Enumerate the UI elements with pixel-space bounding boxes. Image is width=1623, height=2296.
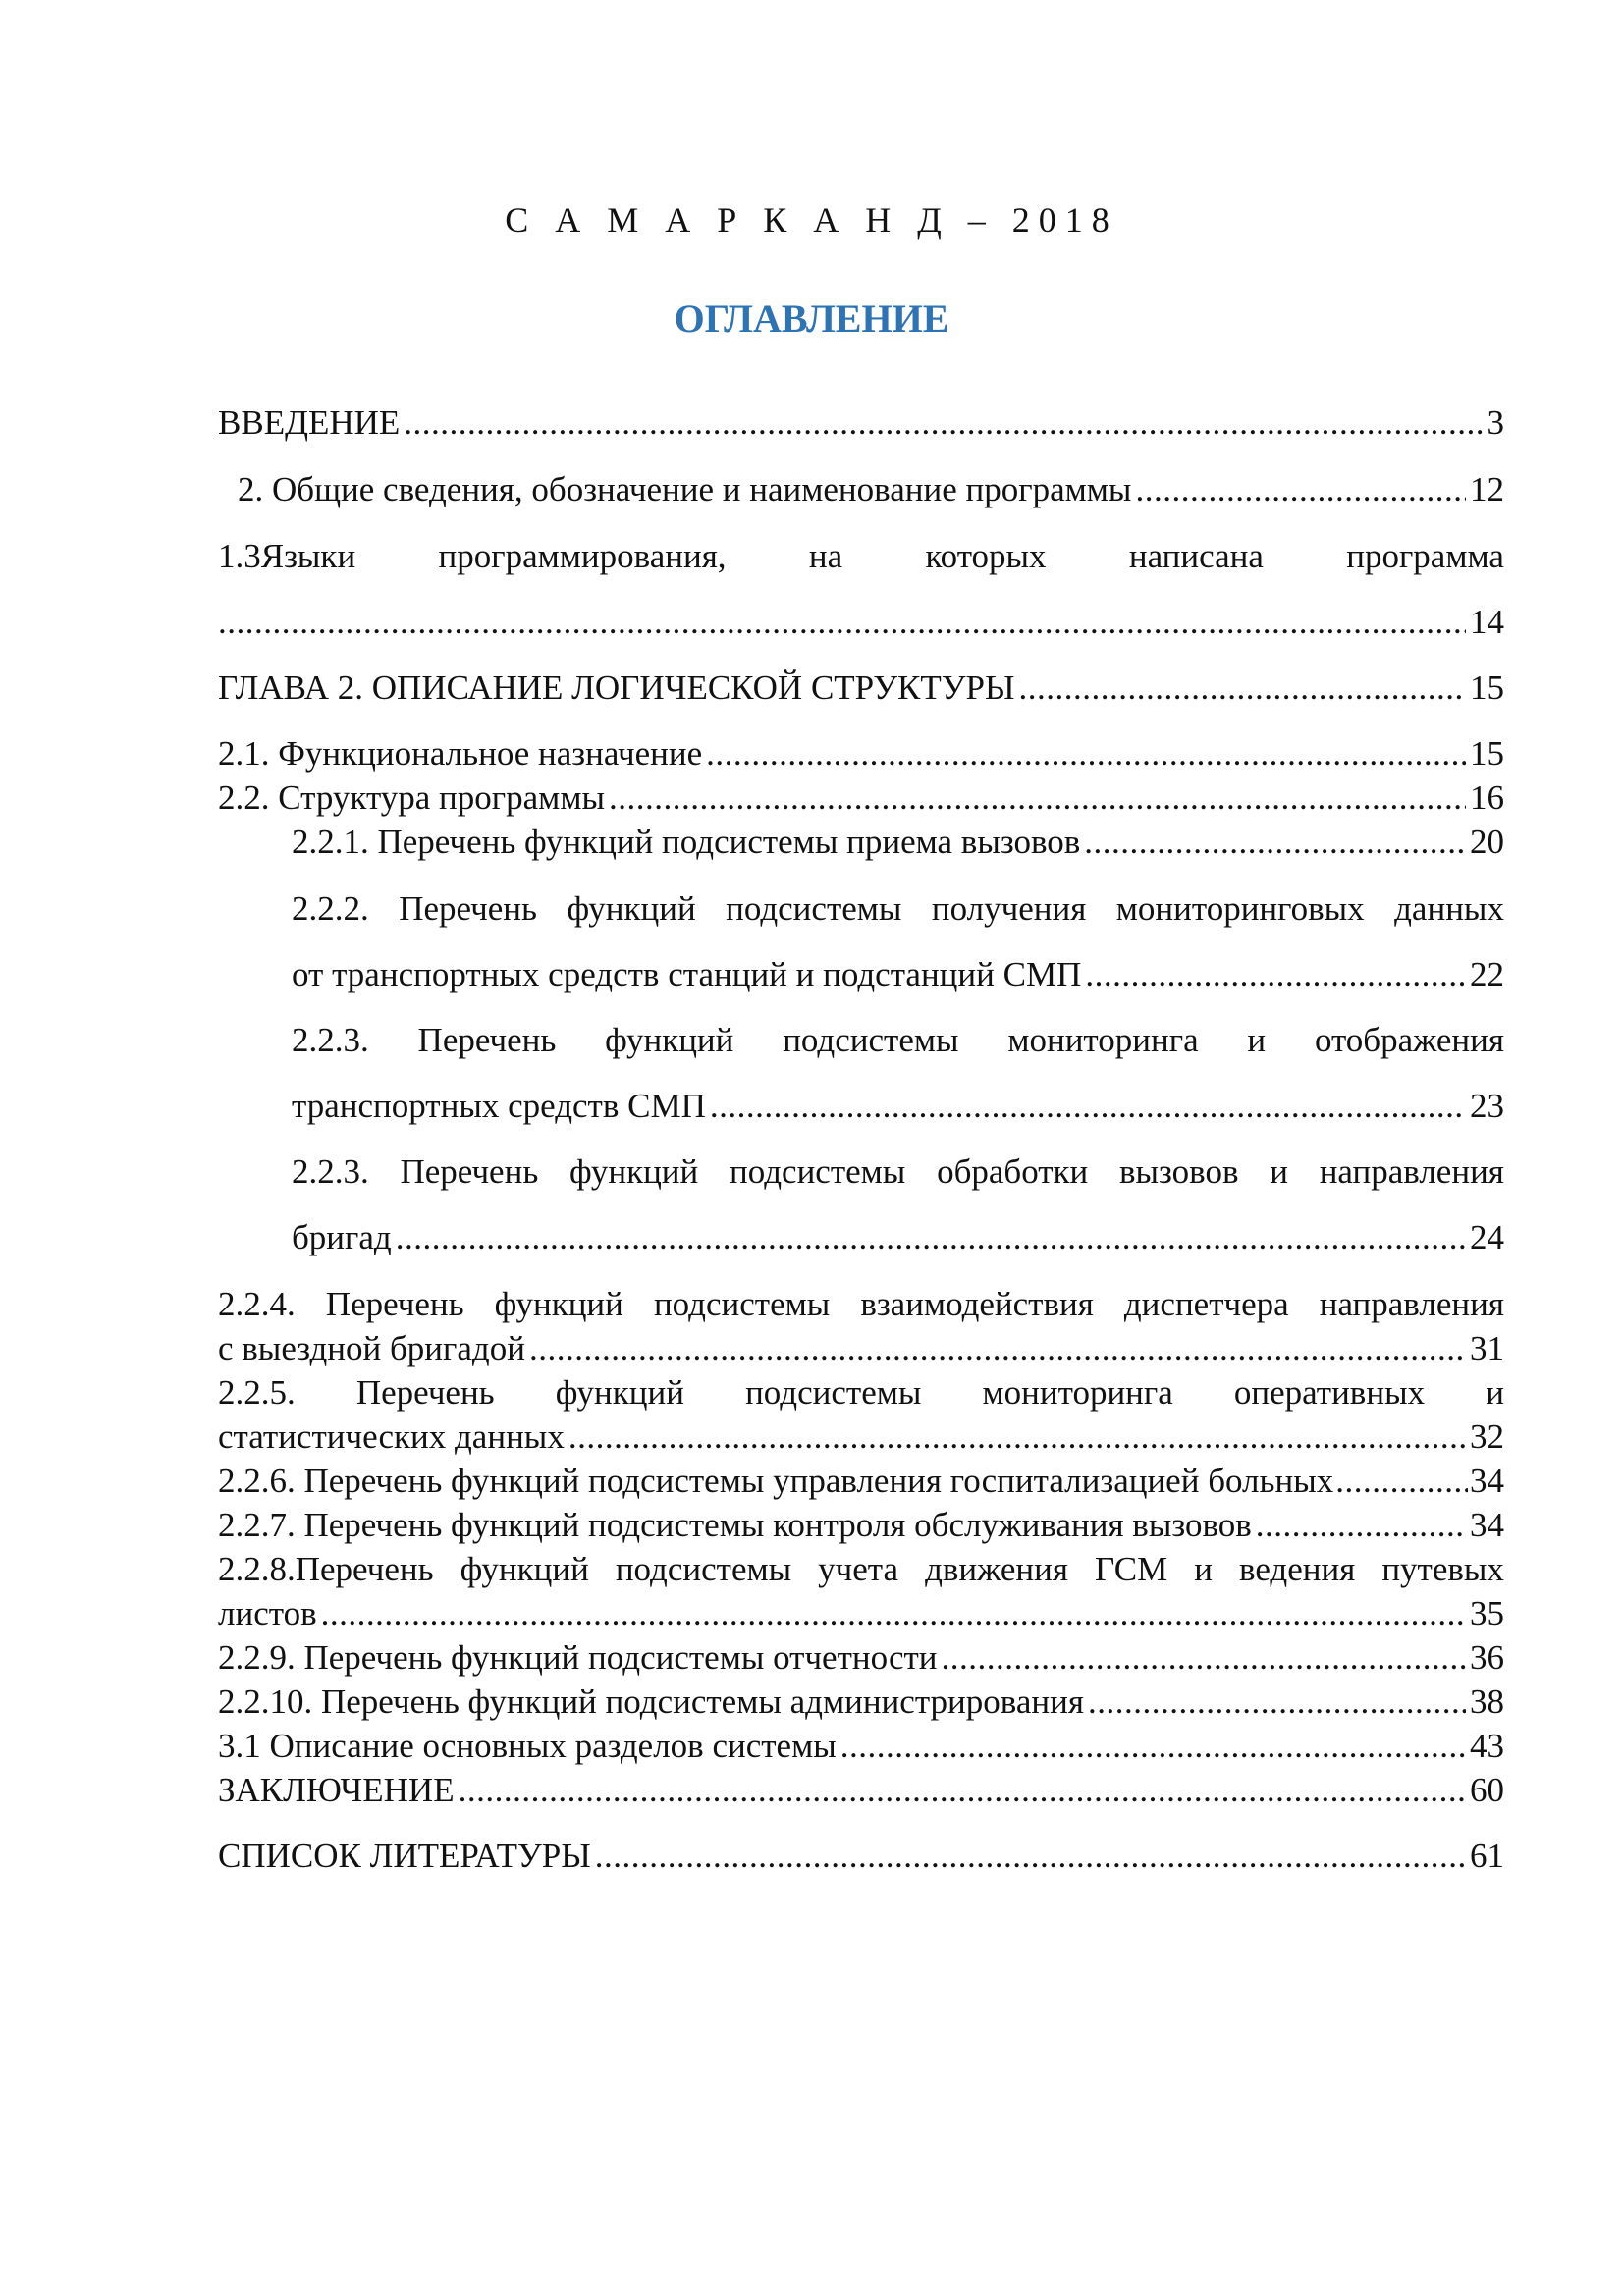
toc-entry-page: 15 [1470,734,1504,773]
toc-word: и [1270,1152,1288,1191]
toc-entry-continuation[interactable] [218,1326,1504,1371]
toc-entry-title: бригад [292,1218,392,1256]
toc-entry-title: листов [218,1594,317,1632]
toc-word: подсистемы [726,889,902,928]
toc-leader [1088,1680,1466,1725]
toc-word: подсистемы [653,1285,831,1323]
toc-entry[interactable] [218,1834,1504,1879]
toc-leader [459,1768,1466,1813]
toc-entry-page: 20 [1470,823,1504,861]
toc-entry[interactable] [218,1459,1504,1504]
toc-entry-title: ЗАКЛЮЧЕНИЕ [218,1771,455,1809]
toc-word: подсистемы [730,1152,906,1191]
toc-entry[interactable] [218,666,1504,711]
toc-leader [1019,666,1466,711]
toc-entry[interactable] [292,820,1504,865]
toc-entry-title: 2.2.7. Перечень функций подсистемы контроля обслуживания вызовов [218,1506,1252,1544]
toc-entry-title: 2. Общие сведения, обозначение и наименование программы [238,470,1132,508]
toc-entry-continuation[interactable] [218,1415,1504,1460]
toc-title: ОГЛАВЛЕНИЕ [674,296,949,341]
toc-word: движения [925,1550,1068,1588]
toc-leader [1084,820,1466,865]
toc-leader [840,1724,1466,1769]
toc-entry-justified[interactable] [218,534,1504,579]
toc-entry-page: 12 [1470,470,1504,508]
toc-leader [1256,1503,1466,1548]
table-of-contents [218,0,1504,2296]
toc-entry-justified[interactable] [218,1282,1504,1327]
toc-entry-title: 2.2.6. Перечень функций подсистемы управления госпитализацией больных [218,1462,1334,1500]
toc-leader [321,1591,1466,1636]
toc-entry-page: 32 [1470,1417,1504,1456]
toc-entry-justified[interactable] [292,1149,1504,1195]
toc-entry-justified[interactable] [218,1547,1504,1592]
toc-word: направления [1319,1285,1504,1323]
toc-leader [706,731,1466,776]
toc-entry-page: 61 [1470,1837,1504,1875]
toc-leader [396,1215,1466,1260]
toc-leader [609,775,1466,821]
toc-word: вызовов [1119,1152,1239,1191]
toc-entry-title: 2.2.9. Перечень функций подсистемы отчетности [218,1638,938,1677]
toc-word: 2.2.3. [292,1021,369,1059]
toc-entry-page: 16 [1470,778,1504,817]
toc-word: подсистемы [783,1021,959,1059]
toc-entry-continuation[interactable] [292,1215,1504,1260]
toc-entry-continuation[interactable] [292,1084,1504,1129]
toc-word: 1.3Языки [218,537,356,575]
toc-entry-title: транспортных средств СМП [292,1087,706,1125]
toc-entry-title: 2.2. Структура программы [218,778,605,817]
toc-entry-continuation[interactable] [292,952,1504,997]
toc-entry-continuation[interactable] [218,600,1504,645]
toc-word: и [1486,1373,1504,1412]
toc-word: направления [1319,1152,1504,1191]
toc-entry-title: 3.1 Описание основных разделов системы [218,1727,837,1765]
toc-word: 2.2.3. [292,1152,369,1191]
toc-word: 2.2.8.Перечень [218,1550,434,1588]
toc-word: подсистемы [745,1373,922,1412]
toc-word: которых [925,537,1047,575]
toc-word: функций [567,889,696,928]
toc-word: функций [569,1152,699,1191]
toc-leader [1335,1459,1468,1504]
toc-entry-page: 22 [1470,955,1504,993]
toc-word: ведения [1239,1550,1356,1588]
toc-entry-page: 31 [1470,1329,1504,1367]
toc-word: функций [605,1021,734,1059]
toc-entry-title: от транспортных средств станций и подстанций СМП [292,955,1082,993]
toc-entry-justified[interactable] [292,886,1504,932]
city-year: С А М А Р К А Н Д – 2018 [505,200,1118,240]
toc-entry[interactable] [218,731,1504,776]
toc-word: 2.2.4. [218,1285,296,1323]
toc-entry[interactable] [218,1768,1504,1813]
toc-word: мониторинговых [1115,889,1365,928]
toc-word: диспетчера [1123,1285,1289,1323]
toc-entry-justified[interactable] [292,1018,1504,1063]
toc-leader [568,1415,1466,1460]
toc-entry-page: 36 [1470,1638,1504,1677]
toc-leader [529,1326,1466,1371]
toc-word: мониторинга [1007,1021,1199,1059]
toc-word: взаимодействия [860,1285,1094,1323]
toc-word: написана [1128,537,1264,575]
toc-entry[interactable] [218,1503,1504,1548]
toc-word: и [1194,1550,1213,1588]
toc-word: функций [494,1285,623,1323]
toc-entry[interactable] [218,1724,1504,1769]
toc-word: Перечень [325,1285,464,1323]
toc-entry-page: 23 [1470,1087,1504,1125]
toc-entry-page: 43 [1470,1727,1504,1765]
toc-leader [218,600,1466,645]
toc-entry[interactable] [218,775,1504,821]
toc-entry[interactable] [238,467,1504,512]
toc-entry-page: 3 [1487,403,1504,442]
toc-entry-justified[interactable] [218,1370,1504,1415]
toc-word: Перечень [400,1152,539,1191]
toc-entry[interactable] [218,1635,1504,1681]
toc-entry-page: 34 [1470,1506,1504,1544]
toc-entry-page: 14 [1470,603,1504,641]
toc-entry-page: 24 [1470,1218,1504,1256]
toc-word: данных [1394,889,1504,928]
toc-word: программирования, [438,537,727,575]
toc-leader [942,1635,1466,1681]
toc-word: Перечень [417,1021,557,1059]
toc-word: ГСМ [1095,1550,1168,1588]
toc-leader [595,1834,1466,1879]
toc-leader [1135,467,1466,512]
toc-word: функций [460,1550,589,1588]
toc-leader [710,1084,1466,1129]
toc-word: функций [555,1373,684,1412]
toc-entry-title: СПИСОК ЛИТЕРАТУРЫ [218,1837,591,1875]
toc-entry-title: 2.2.10. Перечень функций подсистемы администрирования [218,1682,1084,1721]
toc-leader [404,400,1483,446]
toc-word: и [1247,1021,1267,1059]
toc-entry-title: ВВЕДЕНИЕ [218,403,401,442]
toc-entry-page: 34 [1470,1462,1504,1500]
toc-word: получения [931,889,1087,928]
toc-word: мониторинга [982,1373,1173,1412]
toc-word: 2.2.5. [218,1373,296,1412]
toc-entry-title: 2.1. Функциональное назначение [218,734,703,773]
toc-leader [1085,952,1466,997]
toc-word: отображения [1314,1021,1504,1059]
toc-word: учета [818,1550,899,1588]
toc-word: подсистемы [615,1550,792,1588]
toc-entry[interactable] [218,400,1504,446]
toc-entry-page: 60 [1470,1771,1504,1809]
toc-entry[interactable] [218,1680,1504,1725]
toc-entry-page: 15 [1470,668,1504,707]
toc-entry-title: с выездной бригадой [218,1329,525,1367]
toc-word: путевых [1381,1550,1504,1588]
toc-entry-page: 35 [1470,1594,1504,1632]
toc-entry-page: 38 [1470,1682,1504,1721]
toc-entry-continuation[interactable] [218,1591,1504,1636]
toc-entry-title: 2.2.1. Перечень функций подсистемы приема вызовов [292,823,1081,861]
toc-entry-title: ГЛАВА 2. ОПИСАНИЕ ЛОГИЧЕСКОЙ СТРУКТУРЫ [218,668,1015,707]
toc-word: на [808,537,843,575]
toc-word: Перечень [399,889,537,928]
toc-word: Перечень [355,1373,495,1412]
toc-entry-title: статистических данных [218,1417,565,1456]
toc-word: программа [1346,537,1504,575]
toc-word: 2.2.2. [292,889,369,928]
toc-word: обработки [937,1152,1089,1191]
toc-word: оперативных [1233,1373,1426,1412]
